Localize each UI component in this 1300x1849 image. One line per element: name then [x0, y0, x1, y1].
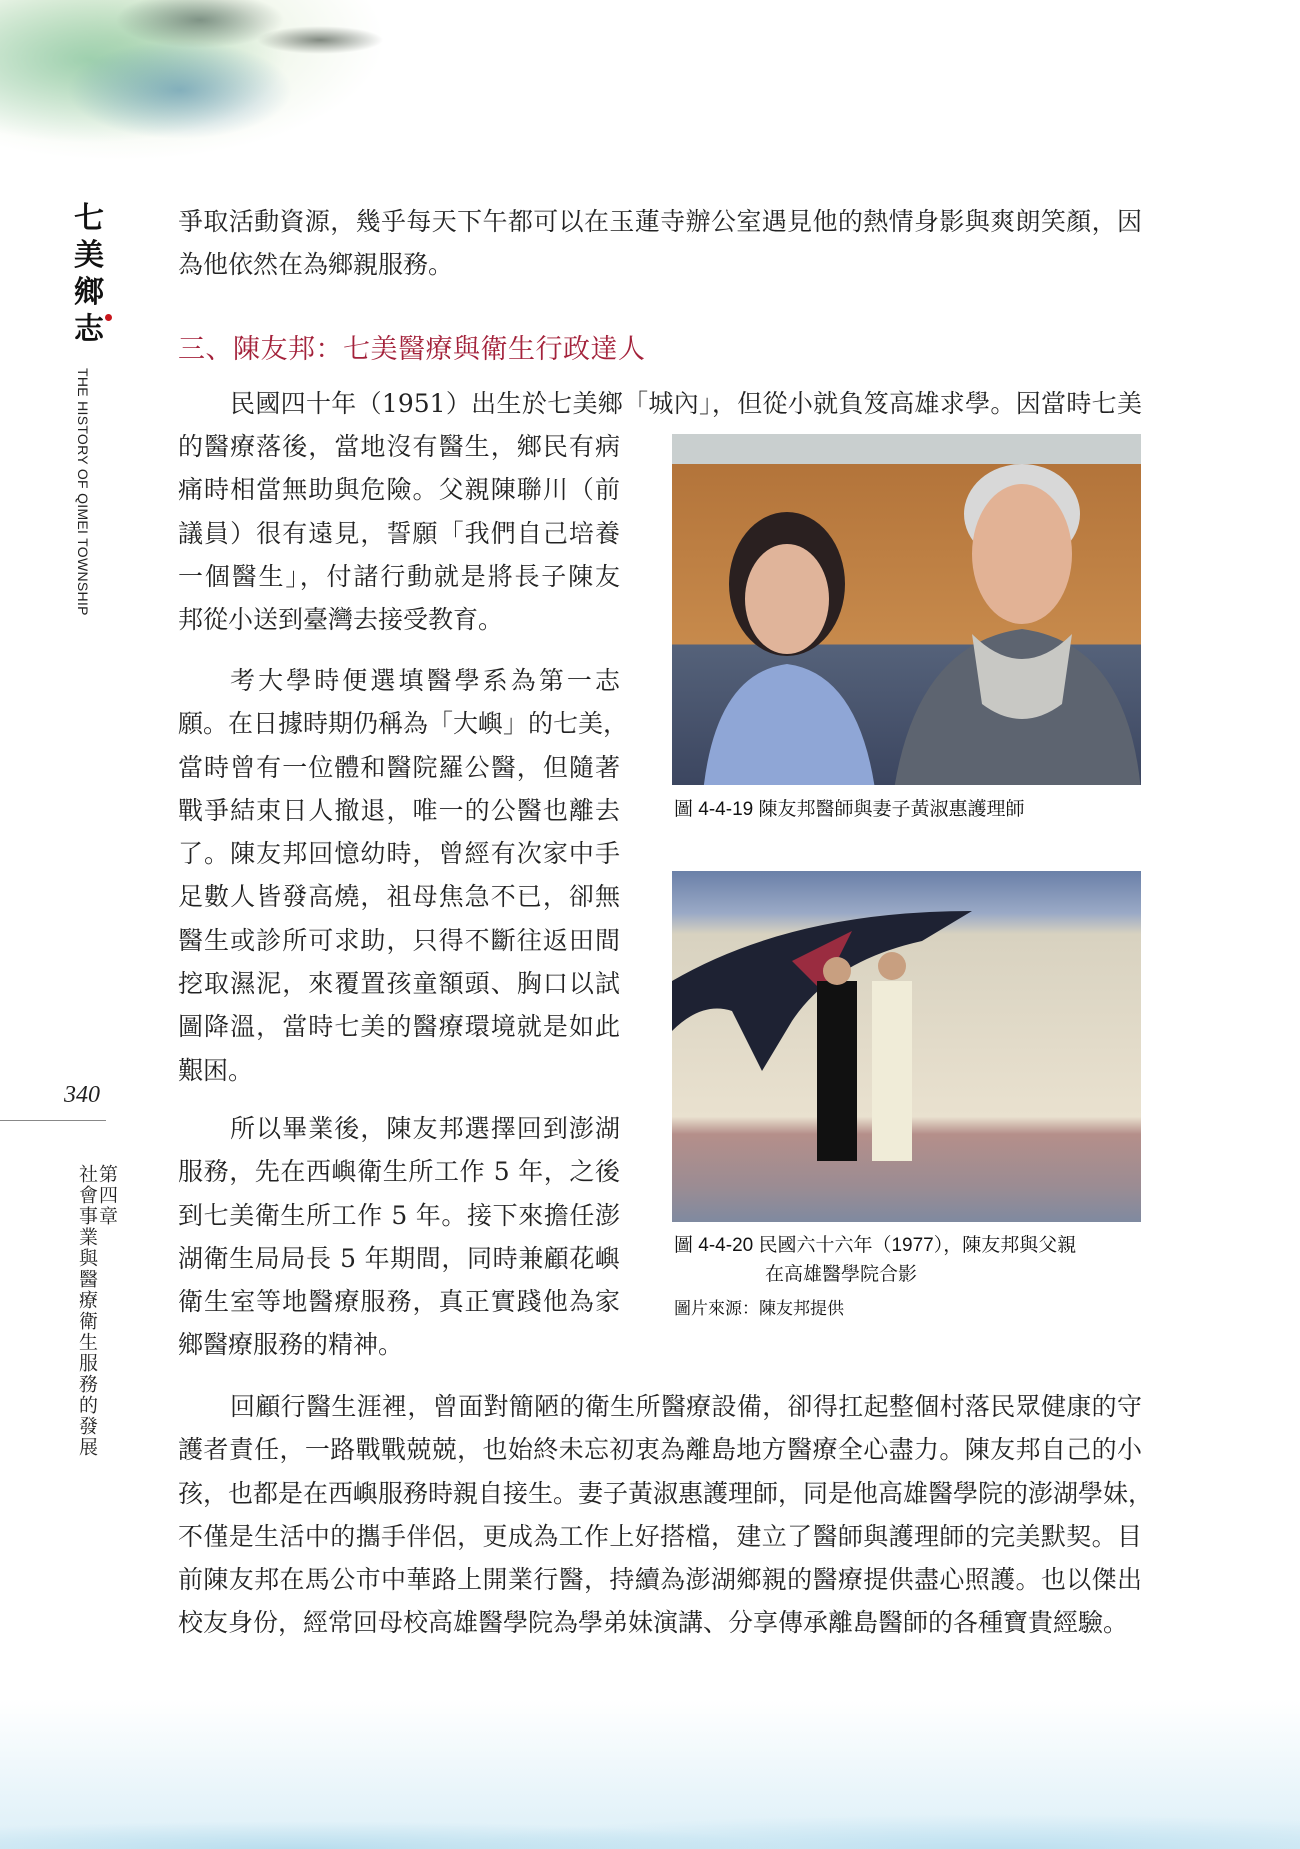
- logo-char: 鄉: [74, 275, 104, 310]
- text-line: 願。在日據時期仍稱為「大嶼」的七美，: [178, 709, 629, 739]
- text-line: 不僅是生活中的攜手伴侶，更成為工作上好搭檔，建立了醫師與護理師的完美默契。目: [178, 1521, 1142, 1551]
- decorative-watercolor-header: [0, 0, 440, 185]
- text-line: 衛生室等地醫療服務，真正實踐他為家: [178, 1287, 620, 1317]
- chapter-title: 社會事業與醫療衛生服務的發展: [76, 1164, 97, 1458]
- text-line: 圖降溫，當時七美的醫療環境就是如此: [178, 1012, 620, 1042]
- text-line: 的醫療落後，當地沒有醫生，鄉民有病: [178, 432, 620, 461]
- text-line: 到七美衛生所工作 5 年。接下來擔任澎: [178, 1200, 620, 1230]
- text-line: 前陳友邦在馬公市中華路上開業行醫，持續為澎湖鄉親的醫療提供盡心照護。也以傑出: [178, 1565, 1142, 1595]
- text-line: 民國四十年（1951）出生於七美鄉「城內」，但從小就負笈高雄求學。因當時七美: [230, 389, 1142, 418]
- text-line: 湖衛生局局長 5 年期間，同時兼顧花嶼: [178, 1243, 620, 1273]
- logo-char: 美: [74, 238, 104, 273]
- text-line: 服務，先在西嶼衛生所工作 5 年，之後: [178, 1157, 620, 1187]
- page-number: 340: [64, 1082, 100, 1108]
- book-logo: [72, 200, 106, 348]
- page-number-rule: [0, 1120, 106, 1121]
- paragraph-1: [178, 425, 620, 641]
- paragraph-4: [178, 1385, 1154, 1645]
- text-line: 考大學時便選填醫學系為第一志: [230, 666, 620, 695]
- paragraph-3: [178, 1107, 620, 1367]
- paragraph-1-first-line: [178, 382, 1142, 425]
- text-line: 艱困。: [178, 1055, 254, 1085]
- text-line: 痛時相當無助與危險。父親陳聯川（前: [178, 475, 620, 505]
- intro-paragraph: [178, 200, 1142, 287]
- text-line: 邦從小送到臺灣去接受教育。: [178, 605, 504, 635]
- figure-caption-4-4-20-line1: 圖 4-4-20 民國六十六年（1977），陳友邦與父親: [674, 1235, 1077, 1256]
- man-figure: [892, 444, 1141, 785]
- chapter-number: 第四章: [96, 1164, 117, 1227]
- text-line: 爭取活動資源，幾乎每天下午都可以在玉蓮寺辦公室遇見他的熱情身影與爽朗笑顏，因: [178, 207, 1142, 236]
- text-line: 所以畢業後，陳友邦選擇回到澎湖: [230, 1114, 620, 1143]
- father-figure: [872, 981, 912, 1161]
- text-line: 議員）很有遠見，誓願「我們自己培養: [178, 518, 620, 548]
- text-line: 當時曾有一位體和醫院羅公醫，但隨著: [178, 752, 620, 782]
- photo-source-credit: 圖片來源：陳友邦提供: [674, 1299, 844, 1318]
- text-line: 校友身份，經常回母校高雄醫學院為學弟妹演講、分享傳承離島醫師的各種寶貴經驗。: [178, 1608, 1129, 1638]
- logo-red-dot: [105, 314, 112, 321]
- text-line: 足數人皆發高燒，祖母焦急不已，卻無: [178, 882, 620, 912]
- logo-char: 志: [74, 312, 104, 347]
- text-line: 挖取濕泥，來覆置孩童額頭、胸口以試: [178, 969, 620, 999]
- photo-doctor-and-wife: [672, 434, 1141, 785]
- text-line: 護者責任，一路戰戰兢兢，也始終未忘初衷為離島地方醫療全心盡力。陳友邦自己的小: [178, 1435, 1142, 1465]
- eagle-mural-illustration: [672, 871, 1141, 1222]
- text-line: 了。陳友邦回憶幼時，曾經有次家中手: [178, 839, 620, 869]
- text-line: 戰爭結束日人撤退，唯一的公醫也離去: [178, 795, 620, 825]
- figure-caption-4-4-20-line2: 在高雄醫學院合影: [765, 1264, 918, 1285]
- photo-graduation-with-father: [672, 871, 1141, 1222]
- text-line: 為他依然在為鄉親服務。: [178, 250, 454, 280]
- paragraph-2: [178, 659, 629, 1092]
- section-heading: 三、陳友邦：七美醫療與衛生行政達人: [178, 334, 646, 364]
- woman-figure: [692, 474, 882, 785]
- text-line: 孩，也都是在西嶼服務時親自接生。妻子黃淑惠護理師，同是他高雄醫學院的澎湖學妹，: [178, 1478, 1154, 1508]
- text-line: 一個醫生」，付諸行動就是將長子陳友: [178, 561, 620, 591]
- text-line: 醫生或診所可求助，只得不斷往返田間: [178, 925, 620, 955]
- text-line: 回顧行醫生涯裡，曾面對簡陋的衛生所醫療設備，卻得扛起整個村落民眾健康的守: [230, 1392, 1142, 1421]
- graduate-figure: [817, 981, 857, 1161]
- figure-caption-4-4-19: 圖 4-4-19 陳友邦醫師與妻子黃淑惠護理師: [674, 799, 1025, 820]
- decorative-wave-footer: [0, 1699, 1300, 1849]
- text-line: 鄉醫療服務的精神。: [178, 1330, 404, 1360]
- book-english-title: THE HISTORY OF QIMEI TOWNSHIP: [75, 368, 91, 616]
- chapter-label: [76, 1164, 116, 1458]
- logo-char: 七: [74, 201, 104, 236]
